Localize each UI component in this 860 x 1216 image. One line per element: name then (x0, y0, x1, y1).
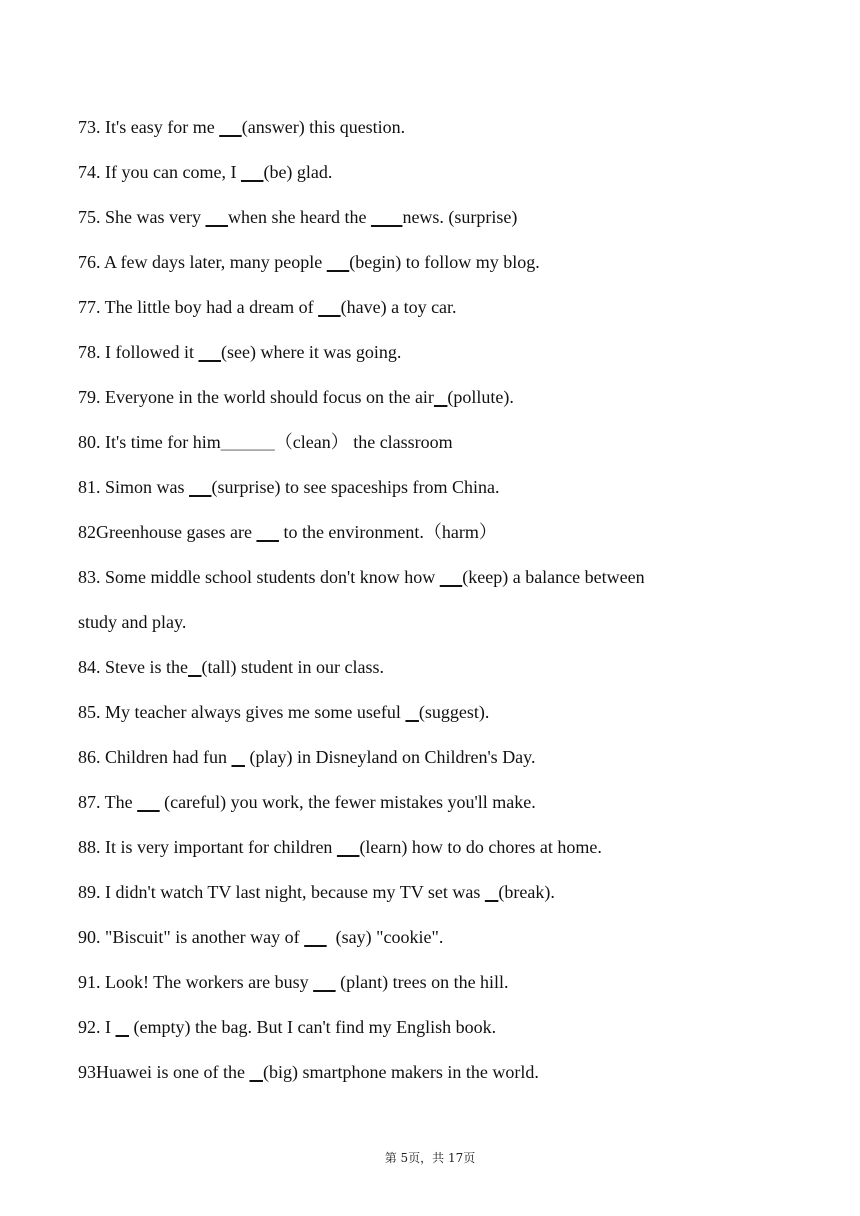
answer-blank[interactable] (304, 927, 327, 947)
question-line (78, 881, 778, 903)
answer-blank[interactable] (318, 297, 341, 317)
question-text: 73. It's easy for me (78, 117, 220, 137)
question-text: 93Huawei is one of the (78, 1062, 250, 1082)
question-text: (break). (498, 882, 555, 902)
question-text: 85. My teacher always gives me some useful (78, 702, 406, 722)
question-text: 74. If you can come, I (78, 162, 241, 182)
question-text: (learn) how to do chores at home. (359, 837, 602, 857)
answer-blank[interactable] (189, 477, 212, 497)
answer-blank[interactable] (198, 342, 221, 362)
question-text: 88. It is very important for children (78, 837, 337, 857)
answer-blank[interactable] (137, 792, 160, 812)
question-line (78, 386, 778, 408)
question-text: (surprise) to see spaceships from China. (211, 477, 500, 497)
question-line (78, 656, 778, 678)
question-text: (say) "cookie". (326, 927, 444, 947)
question-text: 90. "Biscuit" is another way of (78, 927, 305, 947)
question-text: (play) in Disneyland on Children's Day. (244, 747, 536, 767)
question-line (78, 1016, 778, 1038)
question-line (78, 296, 778, 318)
question-text: news. (surprise) (402, 207, 518, 227)
question-text: (big) smartphone makers in the world. (262, 1062, 539, 1082)
question-text: (keep) a balance between (462, 567, 645, 587)
answer-blank[interactable]: ______ (220, 432, 275, 452)
question-line (78, 971, 778, 993)
question-text: 89. I didn't watch TV last night, because my TV set was (78, 882, 485, 902)
answer-blank[interactable] (116, 1017, 130, 1037)
question-line (78, 161, 778, 183)
question-line (78, 566, 778, 588)
question-line (78, 251, 778, 273)
question-text: to the environment.（harm） (278, 522, 497, 542)
question-line (78, 746, 778, 768)
question-text: (see) where it was going. (220, 342, 402, 362)
answer-blank[interactable] (231, 747, 245, 767)
question-text: (answer) this question. (241, 117, 406, 137)
question-text: (careful) you work, the fewer mistakes you'll make. (159, 792, 536, 812)
answer-blank[interactable] (313, 972, 336, 992)
question-line (78, 206, 778, 228)
question-text: (empty) the bag. But I can't find my English book. (129, 1017, 497, 1037)
question-line (78, 431, 778, 453)
answer-blank[interactable] (219, 117, 242, 137)
question-line (78, 341, 778, 363)
answer-blank[interactable] (327, 252, 350, 272)
question-line (78, 521, 778, 543)
answer-blank[interactable] (205, 207, 228, 227)
answer-blank[interactable] (405, 702, 419, 722)
question-line (78, 1061, 778, 1083)
question-line (78, 926, 778, 948)
question-line (78, 791, 778, 813)
answer-blank[interactable] (249, 1062, 263, 1082)
question-text: 87. The (78, 792, 138, 812)
question-line (78, 116, 778, 138)
question-text: 75. She was very (78, 207, 206, 227)
question-text: 92. I (78, 1017, 116, 1037)
question-line (78, 476, 778, 498)
question-text: 79. Everyone in the world should focus on the air (78, 387, 434, 407)
answer-blank[interactable] (440, 567, 463, 587)
answer-blank[interactable] (485, 882, 499, 902)
question-text: 82Greenhouse gases are (78, 522, 257, 542)
question-text: (begin) to follow my blog. (349, 252, 540, 272)
question-line (78, 611, 778, 633)
question-text: (tall) student in our class. (201, 657, 384, 677)
question-text: (have) a toy car. (340, 297, 457, 317)
question-text: 86. Children had fun (78, 747, 232, 767)
answer-blank[interactable] (434, 387, 448, 407)
question-line (78, 836, 778, 858)
answer-blank[interactable] (337, 837, 360, 857)
question-text: 78. I followed it (78, 342, 199, 362)
question-text: 76. A few days later, many people (78, 252, 327, 272)
question-text: 77. The little boy had a dream of (78, 297, 319, 317)
question-text: when she heard the (227, 207, 371, 227)
question-text: 83. Some middle school students don't know how (78, 567, 440, 587)
question-text: (pollute). (447, 387, 514, 407)
answer-blank[interactable] (256, 522, 279, 542)
question-text: (suggest). (418, 702, 490, 722)
question-text: (plant) trees on the hill. (335, 972, 509, 992)
question-text: 81. Simon was (78, 477, 190, 497)
question-line (78, 701, 778, 723)
question-text: 80. It's time for him (78, 432, 221, 452)
answer-blank[interactable] (241, 162, 264, 182)
answer-blank[interactable] (371, 207, 403, 227)
question-text: 84. Steve is the (78, 657, 188, 677)
page-footer: 第 5页，共 17页 (384, 1151, 476, 1165)
question-text: study and play. (78, 612, 187, 632)
question-text: （clean） the classroom (274, 432, 453, 452)
question-text: (be) glad. (263, 162, 333, 182)
answer-blank[interactable] (188, 657, 202, 677)
question-text: 91. Look! The workers are busy (78, 972, 314, 992)
